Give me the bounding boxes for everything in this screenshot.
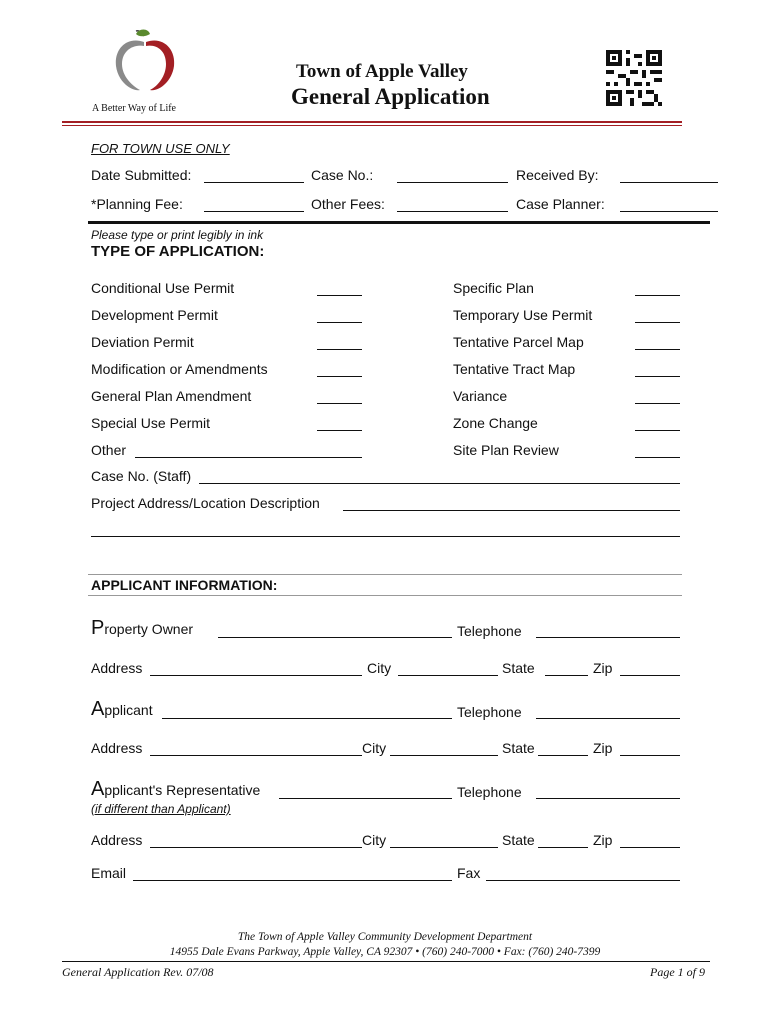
planning-fee-label: *Planning Fee: xyxy=(91,196,183,212)
representative-telephone-field[interactable] xyxy=(536,798,680,799)
date-submitted-label: Date Submitted: xyxy=(91,167,192,183)
owner-city-field[interactable] xyxy=(398,675,498,676)
property-owner-text: roperty Owner xyxy=(104,621,194,637)
owner-address-field[interactable] xyxy=(150,675,362,676)
project-address-label: Project Address/Location Description xyxy=(91,495,320,511)
type-modification-amendments: Modification or Amendments xyxy=(91,361,268,377)
office-use-heading: FOR TOWN USE ONLY xyxy=(91,141,230,156)
type-development-permit: Development Permit xyxy=(91,307,218,323)
footer-department: The Town of Apple Valley Community Development Department xyxy=(237,931,533,943)
property-owner-initial: P xyxy=(91,617,105,639)
applicant-address-label: Address xyxy=(91,740,143,756)
case-no-label: Case No.: xyxy=(311,167,374,183)
representative-note: (if different than Applicant) xyxy=(91,802,231,816)
footer-address: 14955 Dale Evans Parkway, Apple Valley, CA 92307 • (760) 240-7000 • Fax: (760) 240-7399 xyxy=(169,946,601,958)
other-fees-field[interactable] xyxy=(397,211,508,212)
type-site-plan-review: Site Plan Review xyxy=(453,442,559,458)
type-general-plan-amendment: General Plan Amendment xyxy=(91,388,252,404)
owner-city-label: City xyxy=(367,660,392,676)
representative-state-field[interactable] xyxy=(538,847,588,848)
case-no-staff-label: Case No. (Staff) xyxy=(91,468,192,484)
check-zone-change[interactable] xyxy=(635,430,680,431)
type-temporary-use-permit: Temporary Use Permit xyxy=(453,307,593,323)
owner-telephone-field[interactable] xyxy=(536,637,680,638)
email-field[interactable] xyxy=(133,880,452,881)
check-tentative-parcel-map[interactable] xyxy=(635,349,680,350)
check-development-permit[interactable] xyxy=(317,322,362,323)
case-no-staff-field[interactable] xyxy=(199,483,680,484)
case-no-field[interactable] xyxy=(397,182,508,183)
form-title: General Application xyxy=(291,84,490,109)
owner-telephone-label: Telephone xyxy=(457,623,522,639)
header-rule-thin xyxy=(62,125,682,126)
town-name: Town of Apple Valley xyxy=(296,61,468,82)
type-other-label: Other xyxy=(91,442,127,458)
qr-code xyxy=(606,50,662,106)
representative-city-field[interactable] xyxy=(390,847,498,848)
check-tentative-tract-map[interactable] xyxy=(635,376,680,377)
owner-state-field[interactable] xyxy=(545,675,588,676)
applicant-state-label: State xyxy=(502,740,535,756)
applicant-state-field[interactable] xyxy=(538,755,588,756)
office-divider xyxy=(88,221,710,224)
received-by-label: Received By: xyxy=(516,167,599,183)
representative-address-field[interactable] xyxy=(150,847,362,848)
type-special-use-permit: Special Use Permit xyxy=(91,415,211,431)
case-planner-field[interactable] xyxy=(620,211,718,212)
representative-city-label: City xyxy=(362,832,387,848)
header-rule xyxy=(62,121,682,123)
instruction-text: Please type or print legibly in ink xyxy=(91,228,264,242)
check-conditional-use-permit[interactable] xyxy=(317,295,362,296)
representative-state-label: State xyxy=(502,832,535,848)
check-modification-amendments[interactable] xyxy=(317,376,362,377)
applicant-city-label: City xyxy=(362,740,387,756)
fax-field[interactable] xyxy=(486,880,680,881)
applicant-telephone-label: Telephone xyxy=(457,704,522,720)
date-submitted-field[interactable] xyxy=(204,182,304,183)
case-planner-label: Case Planner: xyxy=(516,196,605,212)
applicant-heading: APPLICANT INFORMATION: xyxy=(91,577,278,593)
email-label: Email xyxy=(91,865,127,881)
project-address-field[interactable] xyxy=(343,510,680,511)
check-specific-plan[interactable] xyxy=(635,295,680,296)
applicant-city-field[interactable] xyxy=(390,755,498,756)
representative-zip-field[interactable] xyxy=(620,847,680,848)
footer-page-number: Page 1 of 9 xyxy=(650,965,705,979)
check-temporary-use-permit[interactable] xyxy=(635,322,680,323)
type-conditional-use-permit: Conditional Use Permit xyxy=(91,280,235,296)
representative-initial: A xyxy=(91,778,105,800)
received-by-field[interactable] xyxy=(620,182,718,183)
footer-revision: General Application Rev. 07/08 xyxy=(62,965,214,979)
applicant-name-field[interactable] xyxy=(162,718,452,719)
logo-tagline: A Better Way of Life xyxy=(92,103,176,114)
check-variance[interactable] xyxy=(635,403,680,404)
representative-label xyxy=(91,778,260,801)
footer-rule xyxy=(62,961,710,962)
owner-zip-label: Zip xyxy=(593,660,613,676)
applicant-section-rule-top xyxy=(88,574,682,575)
type-tentative-parcel-map: Tentative Parcel Map xyxy=(453,334,584,350)
applicant-zip-label: Zip xyxy=(593,740,613,756)
applicant-telephone-field[interactable] xyxy=(536,718,680,719)
owner-state-label: State xyxy=(502,660,535,676)
project-address-field-2[interactable] xyxy=(91,536,680,537)
property-owner-label xyxy=(91,617,193,640)
property-owner-field[interactable] xyxy=(218,637,452,638)
type-specific-plan: Specific Plan xyxy=(453,280,534,296)
fax-label: Fax xyxy=(457,865,481,881)
representative-name-field[interactable] xyxy=(279,798,452,799)
check-general-plan-amendment[interactable] xyxy=(317,403,362,404)
applicant-label xyxy=(91,698,153,721)
owner-address-label: Address xyxy=(91,660,143,676)
other-fees-label: Other Fees: xyxy=(311,196,385,212)
check-site-plan-review[interactable] xyxy=(635,457,680,458)
applicant-address-field[interactable] xyxy=(150,755,362,756)
type-variance: Variance xyxy=(453,388,508,404)
type-zone-change: Zone Change xyxy=(453,415,538,431)
representative-text: pplicant's Representative xyxy=(104,782,261,798)
representative-address-label: Address xyxy=(91,832,143,848)
type-tentative-tract-map: Tentative Tract Map xyxy=(453,361,576,377)
representative-zip-label: Zip xyxy=(593,832,613,848)
check-special-use-permit[interactable] xyxy=(317,430,362,431)
representative-telephone-label: Telephone xyxy=(457,784,522,800)
type-heading: TYPE OF APPLICATION: xyxy=(91,243,265,260)
applicant-section-rule-bottom xyxy=(88,595,682,596)
check-deviation-permit[interactable] xyxy=(317,349,362,350)
owner-zip-field[interactable] xyxy=(620,675,680,676)
town-logo xyxy=(108,28,188,96)
applicant-zip-field[interactable] xyxy=(620,755,680,756)
type-other-field[interactable] xyxy=(135,457,362,458)
applicant-initial: A xyxy=(91,698,105,720)
applicant-text: pplicant xyxy=(104,702,153,718)
planning-fee-field[interactable] xyxy=(204,211,304,212)
type-deviation-permit: Deviation Permit xyxy=(91,334,194,350)
